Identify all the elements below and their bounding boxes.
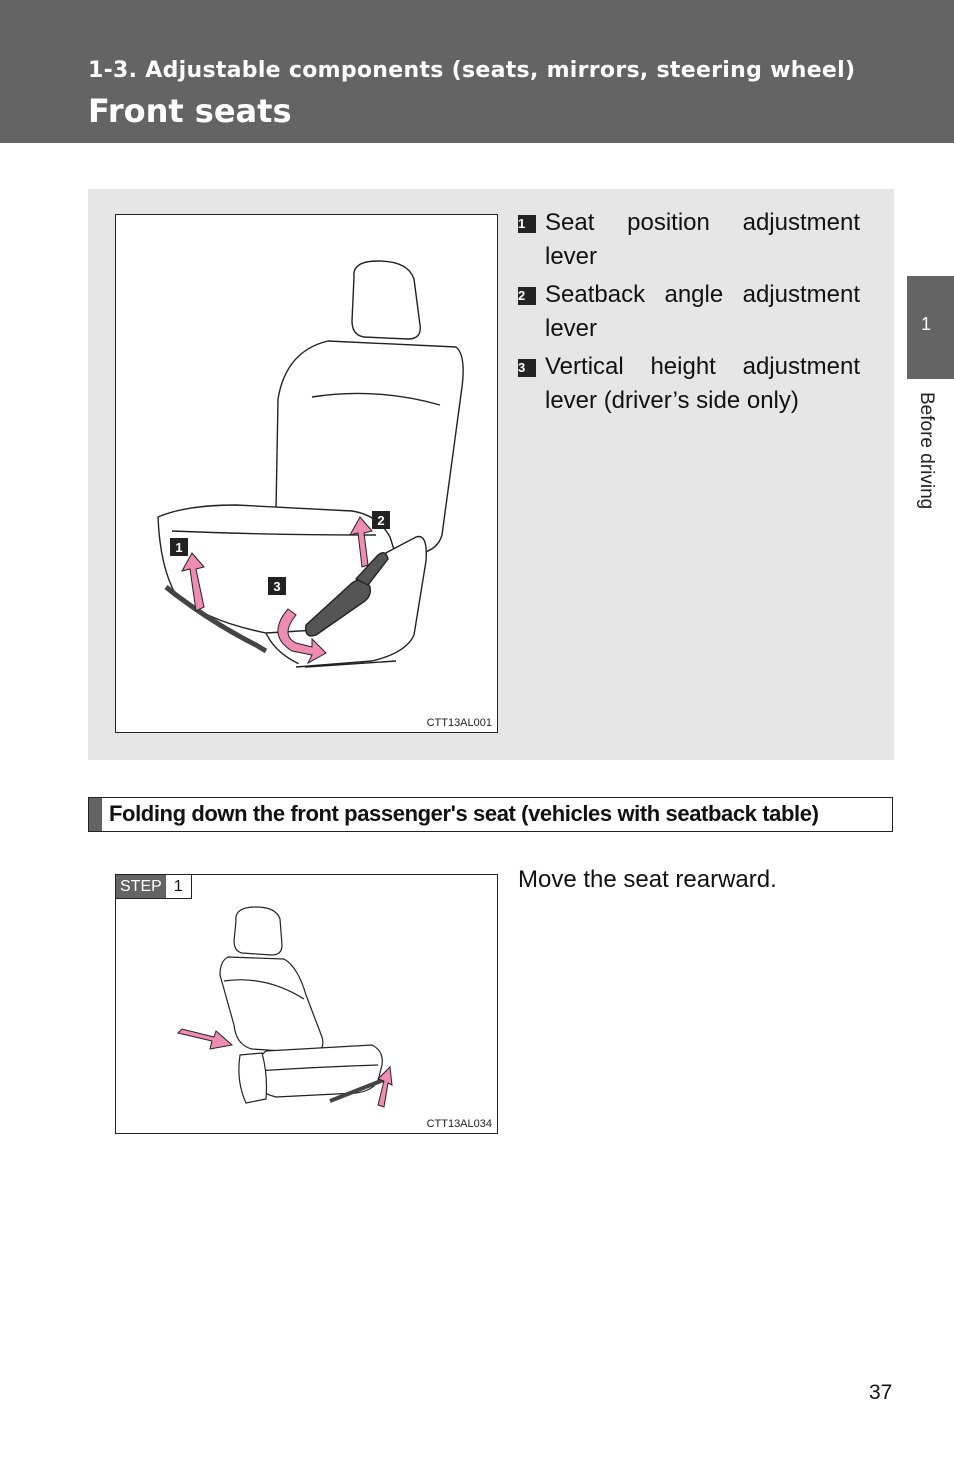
section-heading: 1-3. Adjustable components (seats, mirrors, steering wheel) — [88, 58, 856, 83]
seat-adjustment-figure — [115, 214, 498, 733]
callout-1 — [170, 538, 188, 556]
page-number: 37 — [869, 1381, 893, 1404]
section-title: Folding down the front passenger's seat (vehicles with seatback table) — [109, 801, 819, 826]
lever-legend — [518, 206, 860, 422]
legend-number: 3 — [518, 359, 536, 377]
legend-text: Seatback angle adjustment lever — [545, 281, 860, 342]
step-label: STEP — [116, 875, 166, 898]
step-number: 1 — [166, 875, 191, 898]
chapter-number: 1 — [921, 314, 932, 334]
legend-text: Seat position adjustment lever — [545, 209, 860, 270]
svg-text:1: 1 — [175, 540, 183, 555]
step1-figure — [115, 874, 498, 1134]
legend-item — [518, 350, 860, 418]
svg-text:2: 2 — [377, 513, 385, 528]
legend-number: 1 — [518, 215, 536, 233]
chapter-tab[interactable] — [907, 276, 954, 379]
legend-number: 2 — [518, 287, 536, 305]
callout-2 — [372, 511, 390, 529]
chapter-label: Before driving — [916, 392, 937, 510]
legend-item — [518, 278, 860, 346]
legend-item — [518, 206, 860, 274]
svg-text:3: 3 — [273, 579, 281, 594]
callout-3 — [268, 577, 286, 595]
seat-rearward-illustration — [116, 875, 497, 1133]
page-title: Front seats — [88, 92, 292, 130]
legend-text: Vertical height adjustment lever (driver’s side only) — [545, 353, 860, 414]
step-instruction: Move the seat rearward. — [518, 866, 777, 893]
seat-illustration — [116, 215, 497, 732]
figure-code: CTT13AL001 — [426, 717, 492, 729]
page-header — [0, 0, 954, 143]
section-title-box — [88, 797, 893, 832]
figure-code: CTT13AL034 — [426, 1118, 492, 1130]
section-title-bar — [89, 798, 102, 831]
